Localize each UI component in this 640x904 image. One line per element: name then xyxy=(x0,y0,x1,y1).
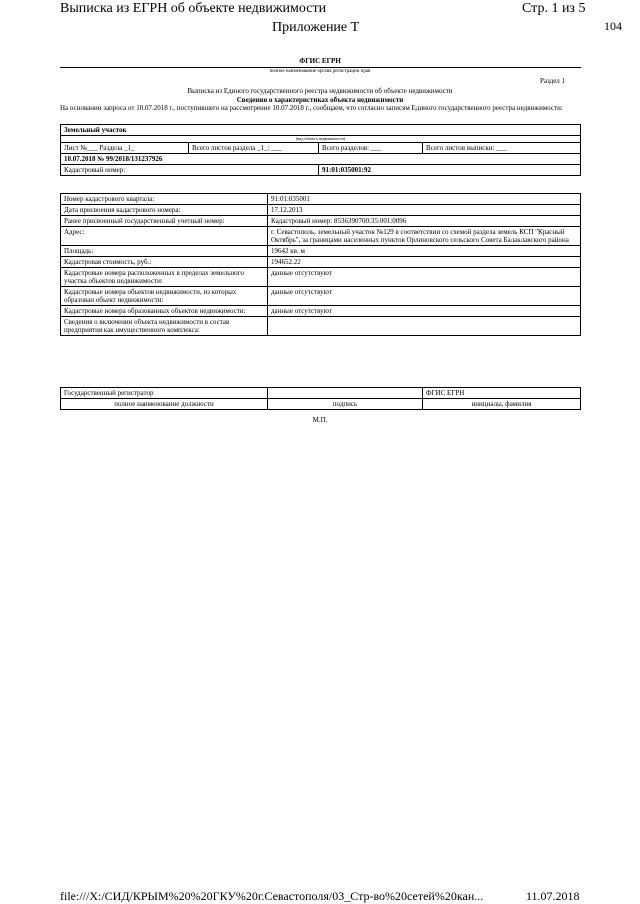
signature-caption-position: полное наименование должности xyxy=(61,399,268,410)
property-row xyxy=(61,268,581,287)
property-value: 19642 кв. м xyxy=(268,246,581,257)
org-caption: полное наименование органа регистрации прав xyxy=(269,69,371,74)
page-number: 104 xyxy=(604,19,622,33)
property-value: Кадастровый номер: 8536390700:35:001:0096 xyxy=(268,216,581,227)
extract-title: Выписка из Единого государственного реестра недвижимости об объекте недвижимости xyxy=(187,87,453,95)
object-kind-caption: (вид объекта недвижимости) xyxy=(61,136,581,143)
footer-date: 11.07.2018 xyxy=(526,889,580,903)
stamp-place: М.П. xyxy=(312,416,328,424)
signature-blank xyxy=(268,388,423,399)
property-value: 91:01:035001 xyxy=(268,194,581,205)
total-sheets: Всего листов выписки: ___ xyxy=(423,143,581,154)
property-row xyxy=(61,194,581,205)
property-label: Дата присвоения кадастрового номера: xyxy=(61,205,268,216)
property-row xyxy=(61,205,581,216)
signature-table xyxy=(60,387,581,410)
property-label: Адрес: xyxy=(61,227,268,246)
total-sections: Всего разделов: ___ xyxy=(319,143,423,154)
property-label: Кадастровая стоимость, руб.: xyxy=(61,257,268,268)
signature-position: Государственный регистратор xyxy=(61,388,268,399)
extract-subtitle: Сведения о характеристиках объекта недвижимости xyxy=(236,96,404,104)
property-label: Ранее присвоенный государственный учетный номер: xyxy=(61,216,268,227)
property-row xyxy=(61,257,581,268)
property-value: данные отсутствуют xyxy=(268,306,581,317)
property-row xyxy=(61,227,581,246)
extract-date-number: 10.07.2018 № 99/2018/131237926 xyxy=(61,154,581,165)
property-label: Кадастровые номера расположенных в пределах земельного участка объектов недвижимости: xyxy=(61,268,268,287)
property-row xyxy=(61,306,581,317)
sheet-number: Лист №___ Раздела _1_ xyxy=(61,143,189,154)
signature-caption-name: инициалы, фамилия xyxy=(423,399,581,410)
object-kind: Земельный участок xyxy=(61,125,581,136)
page-indicator: Стр. 1 из 5 xyxy=(522,1,586,16)
footer-file-path: file:///X:/СИД/КРЫМ%20%20ГКУ%20г.Севастополя/03_Стр-во%20сетей%20кан... xyxy=(60,889,484,903)
property-value: данные отсутствуют xyxy=(268,268,581,287)
object-header-table xyxy=(60,124,581,176)
property-label: Площадь: xyxy=(61,246,268,257)
property-row xyxy=(61,287,581,306)
signature-caption-sign: подпись xyxy=(268,399,423,410)
cadastral-number-value: 91:01:035001:92 xyxy=(319,165,581,176)
sheets-in-section: Всего листов раздела _1_: ___ xyxy=(189,143,319,154)
basis-paragraph: На основании запроса от 10.07.2018 г., поступившего на рассмотрение 10.07.2018 г., сообщаем, что согласно записям Единого государственного реестра недвижимости: xyxy=(60,104,563,112)
property-value: 17.12.2013 xyxy=(268,205,581,216)
properties-table xyxy=(60,193,581,336)
signature-org: ФГИС ЕГРН xyxy=(423,388,581,399)
property-value xyxy=(268,317,581,336)
property-row xyxy=(61,317,581,336)
property-value: г. Севастополь, земельный участок №129 в соответствии со схемой раздела земель КСП "Красный Октябрь", за границами населенных пунктов Орлиновского сельского Совета Балаклавского района xyxy=(268,227,581,246)
org-underline xyxy=(60,67,581,68)
property-value: 194652.22 xyxy=(268,257,581,268)
property-label: Кадастровые номера образованных объектов недвижимости: xyxy=(61,306,268,317)
document-title: Выписка из ЕГРН об объекте недвижимости xyxy=(60,1,327,16)
org-name: ФГИС ЕГРН xyxy=(299,57,341,65)
property-label: Кадастровые номера объектов недвижимости, из которых образован объект недвижимости: xyxy=(61,287,268,306)
property-row xyxy=(61,216,581,227)
property-value: данные отсутствуют xyxy=(268,287,581,306)
property-label: Номер кадастрового квартала: xyxy=(61,194,268,205)
section-label: Раздел 1 xyxy=(540,77,566,85)
appendix-label: Приложение Т xyxy=(272,20,360,35)
property-label: Сведения о включении объекта недвижимости в состав предприятия как имущественного комплекса: xyxy=(61,317,268,336)
cadastral-number-label: Кадастровый номер: xyxy=(61,165,319,176)
property-row xyxy=(61,246,581,257)
